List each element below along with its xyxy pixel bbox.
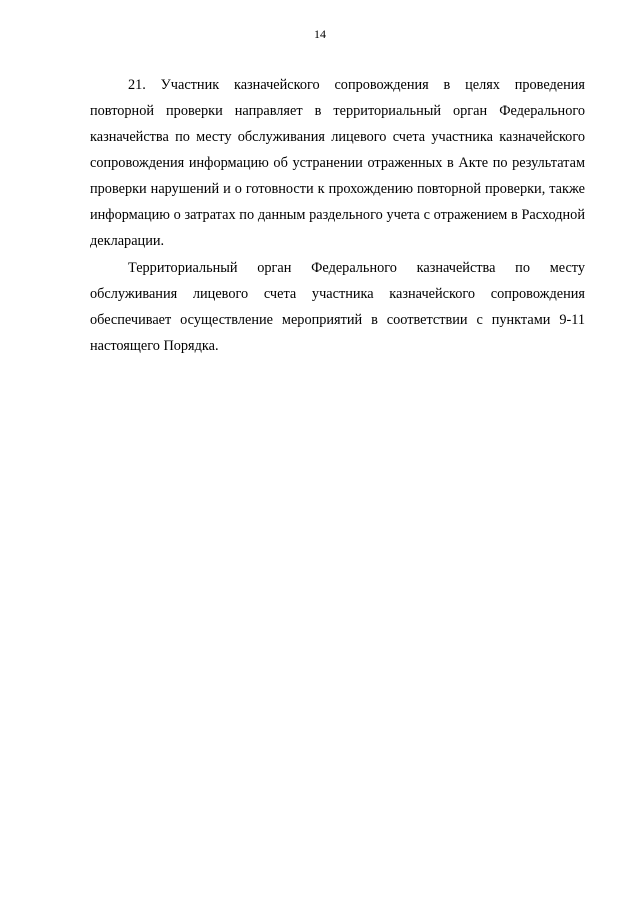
document-body [90, 72, 585, 359]
page-number: 14 [314, 27, 326, 41]
paragraph-territorial-body: Территориальный орган Федерального казначейства по месту обслуживания лицевого счета участника казначейского сопровождения обеспечивает осуществление мероприятий в соответствии с пунктами 9-11 настоящего Порядка. [90, 260, 585, 354]
paragraph-21: 21. Участник казначейского сопровождения в целях проведения повторной проверки направляет в территориальный орган Федерального казначейства по месту обслуживания лицевого счета участника казначейского сопровождения информацию об устранении отраженных в Акте по результатам проверки нарушений и о готовности к прохождению повторной проверки, также информацию о затратах по данным раздельного учета с отражением в Расходной декларации. [90, 77, 585, 249]
